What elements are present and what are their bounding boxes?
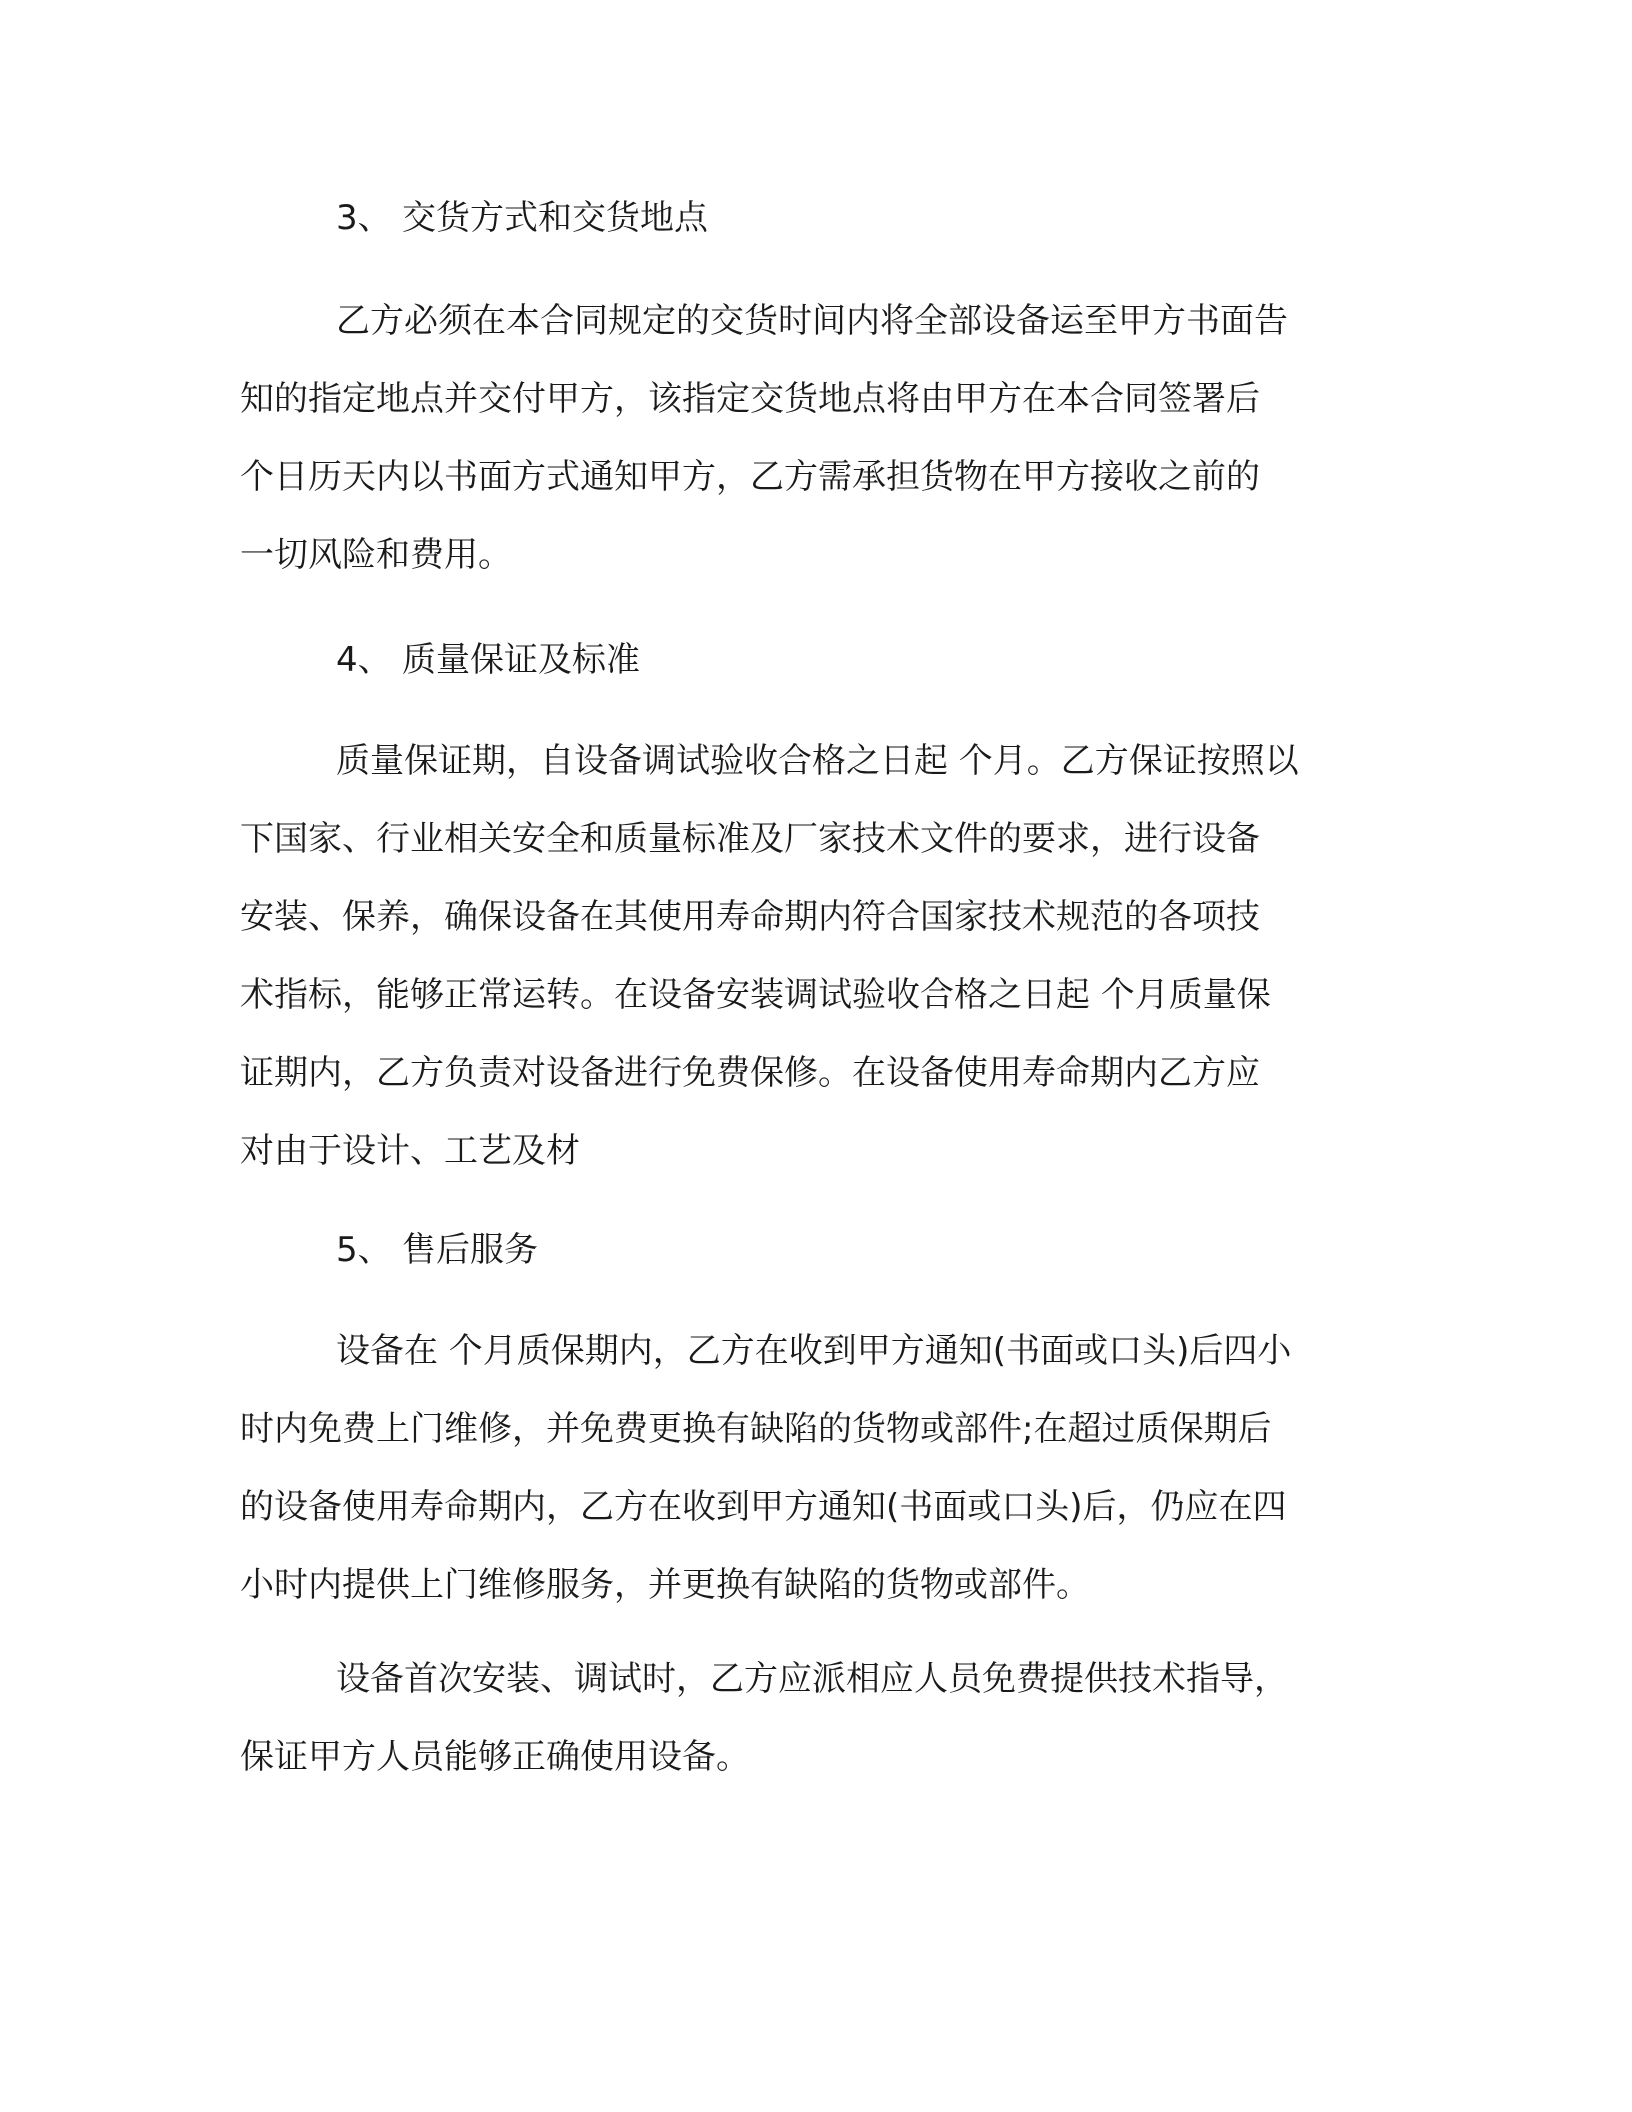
section-heading-5: [336, 1222, 538, 1271]
paragraph-delivery: [240, 282, 1288, 594]
paragraph-line: 的设备使用寿命期内，乙方在收到甲方通知(书面或口头)后，仍应在四: [240, 1487, 1287, 1527]
section-number: 5、: [336, 1230, 392, 1270]
paragraph-line: 乙方必须在本合同规定的交货时间内将全部设备运至甲方书面告: [336, 301, 1288, 341]
paragraph-after-sales: [240, 1312, 1291, 1624]
section-title: 交货方式和交货地点: [402, 198, 708, 238]
paragraph-line: 保证甲方人员能够正确使用设备。: [240, 1737, 750, 1777]
section-heading-3: [336, 190, 708, 239]
paragraph-line: 设备在 个月质保期内，乙方在收到甲方通知(书面或口头)后四小: [336, 1331, 1292, 1371]
paragraph-line: 个日历天内以书面方式通知甲方，乙方需承担货物在甲方接收之前的: [240, 457, 1260, 497]
section-heading-4: [336, 632, 640, 681]
section-number: 3、: [336, 198, 392, 238]
section-title: 质量保证及标准: [402, 640, 640, 680]
paragraph-line: 一切风险和费用。: [240, 535, 512, 575]
paragraph-line: 小时内提供上门维修服务，并更换有缺陷的货物或部件。: [240, 1565, 1090, 1605]
section-title: 售后服务: [402, 1230, 538, 1270]
paragraph-line: 质量保证期，自设备调试验收合格之日起 个月。乙方保证按照以: [336, 741, 1299, 781]
paragraph-line: 时内免费上门维修，并免费更换有缺陷的货物或部件;在超过质保期后: [240, 1409, 1272, 1449]
paragraph-line: 术指标，能够正常运转。在设备安装调试验收合格之日起 个月质量保: [240, 975, 1271, 1015]
paragraph-line: 对由于设计、工艺及材: [240, 1131, 580, 1171]
paragraph-line: 证期内，乙方负责对设备进行免费保修。在设备使用寿命期内乙方应: [240, 1053, 1260, 1093]
paragraph-line: 下国家、行业相关安全和质量标准及厂家技术文件的要求，进行设备: [240, 819, 1260, 859]
paragraph-line: 设备首次安装、调试时，乙方应派相应人员免费提供技术指导，: [336, 1659, 1288, 1699]
paragraph-installation: [240, 1640, 1288, 1796]
paragraph-line: 安装、保养，确保设备在其使用寿命期内符合国家技术规范的各项技: [240, 897, 1260, 937]
paragraph-line: 知的指定地点并交付甲方，该指定交货地点将由甲方在本合同签署后: [240, 379, 1260, 419]
paragraph-quality: [240, 722, 1299, 1190]
section-number: 4、: [336, 640, 392, 680]
